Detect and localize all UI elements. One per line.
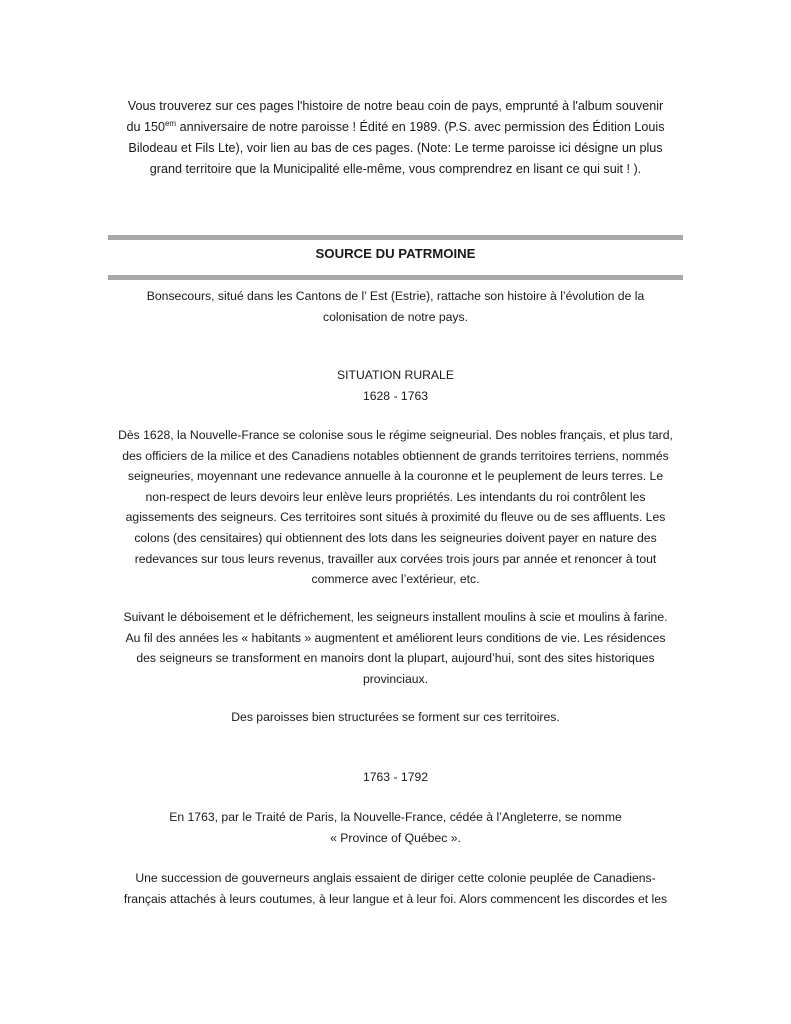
divider-bottom [108,275,683,280]
paragraph-regime-seigneurial [108,425,683,590]
text-line: Suivant le déboisement et le défrichement, les seigneurs installent moulins à scie et moulins à farine. [123,610,668,624]
text-line: non-respect de leurs devoirs leur enlève leurs propriétés. Les intendants du roi contrôlent les [145,489,646,504]
text-line: En 1763, par le Traité de Paris, la Nouvelle-France, cédée à l’Angleterre, se nomme [169,810,622,824]
text-line: Dès 1628, la Nouvelle-France se colonise sous le régime seigneurial. Des nobles français, et plus tard, [118,428,673,442]
intro-line: Bilodeau et Fils Lte), voir lien au bas de ces pages. (Note: Le terme paroisse ici désigne un plus [128,141,663,155]
section-title: SITUATION RURALE [337,368,454,382]
intro-line [108,117,683,138]
paragraph-traite-de-paris [108,807,683,848]
text-line: Au fil des années les « habitants » augmentent et améliorent leurs conditions de vie. Les résidences [125,630,666,645]
text-line: Des paroisses bien structurées se forment sur ces territoires. [231,710,560,724]
text-line: colons (des censitaires) qui obtiennent des lots dans les seigneuries doivent payer en nature des [134,530,657,545]
intro-text: du 150 [126,120,165,134]
text-line: colonisation de notre pays. [323,309,468,324]
text-line: provinciaux. [362,671,429,686]
text-line: des seigneurs se transforment en manoirs dont la plupart, aujourd’hui, sont des sites historiques [136,651,655,666]
text-line: seigneuries, moyennant une redevance annuelle à la couronne et le peuplement de leurs terres. Le [127,469,664,484]
paragraph-bonsecours [108,286,683,327]
text-line: Une succession de gouverneurs anglais essaient de diriger cette colonie peuplée de Canadiens- [135,871,656,885]
section-1763-1792 [108,767,683,788]
paragraph-gouverneurs [108,868,683,909]
text-line: des officiers de la milice et des Canadiens notables obtiennent de grands territoires terriens, nommés [122,448,669,463]
text-line: « Province of Québec ». [330,830,461,845]
section-years: 1628 - 1763 [362,388,429,403]
text-line: redevances sur tous leurs revenus, travailler aux corvées trois jours par année et renoncer à tout [134,551,657,566]
intro-line: Vous trouverez sur ces pages l'histoire de notre beau coin de pays, emprunté à l'album souvenir [127,99,664,113]
paragraph-moulins [108,607,683,689]
section-years: 1763 - 1792 [362,770,429,784]
ordinal-superscript: em [164,118,177,128]
intro-paragraph [108,96,683,180]
section-heading: SOURCE DU PATRMOINE [315,246,476,261]
intro-text: anniversaire de notre paroisse ! Édité en 1989. (P.S. avec permission des Édition Louis [176,120,665,134]
text-line: français attachés à leurs coutumes, à leur langue et à leur foi. Alors commencent les discordes et les [123,891,668,906]
text-line: commerce avec l’extérieur, etc. [311,572,480,587]
text-line: Bonsecours, situé dans les Cantons de l’ Est (Estrie), rattache son histoire à l’évolution de la [146,289,645,303]
section-situation-rurale [108,365,683,406]
text-line: agissements des seigneurs. Ces territoires sont situés à proximité du fleuve ou de ses affluents. Les [125,510,666,525]
divider-top [108,235,683,240]
intro-line: grand territoire que la Municipalité elle-même, vous comprendrez en lisant ce qui suit ! ). [149,162,642,176]
paragraph-paroisses [108,707,683,728]
